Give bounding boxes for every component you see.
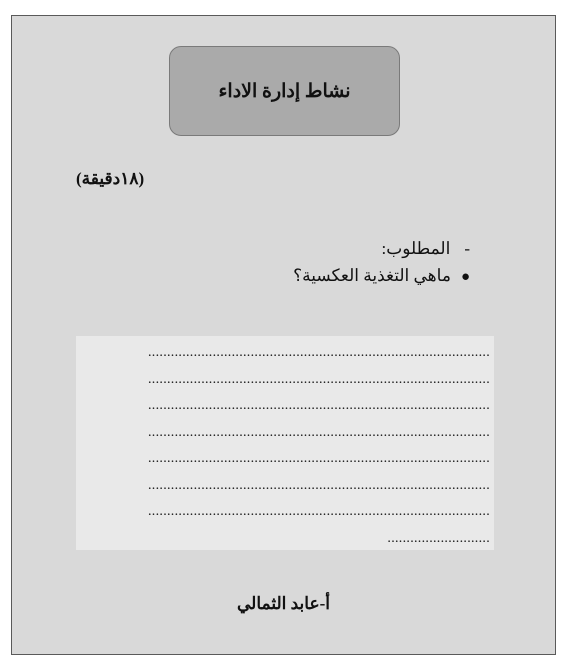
question-text: ماهي التغذية العكسية؟	[293, 266, 451, 285]
requirement-line	[382, 239, 471, 259]
answer-line[interactable]: ..........................................................................................	[148, 504, 490, 519]
answer-line[interactable]: ..........................................................................................	[148, 345, 490, 360]
requirement-dash: -	[464, 239, 470, 258]
answer-line[interactable]: ..........................................................................................	[148, 398, 490, 413]
answer-line[interactable]: ..........................................................................................	[148, 477, 490, 493]
answer-line[interactable]: ..........................................................................................	[148, 451, 490, 466]
activity-duration: (١٨دقيقة)	[76, 169, 145, 188]
question-item	[293, 266, 470, 286]
worksheet-title: نشاط إدارة الاداء	[218, 80, 351, 102]
answer-line[interactable]: ..........................................................................................	[148, 424, 490, 440]
author-name: أ-عابد الثمالي	[236, 594, 330, 613]
answer-area[interactable]	[76, 336, 494, 550]
requirement-label: المطلوب:	[381, 239, 451, 258]
answer-line[interactable]: ..........................................................................................	[148, 371, 490, 387]
title-box	[169, 46, 400, 136]
worksheet-page	[11, 15, 556, 655]
answer-line[interactable]: ...........................	[387, 530, 490, 546]
bullet-icon: ●	[460, 269, 470, 285]
